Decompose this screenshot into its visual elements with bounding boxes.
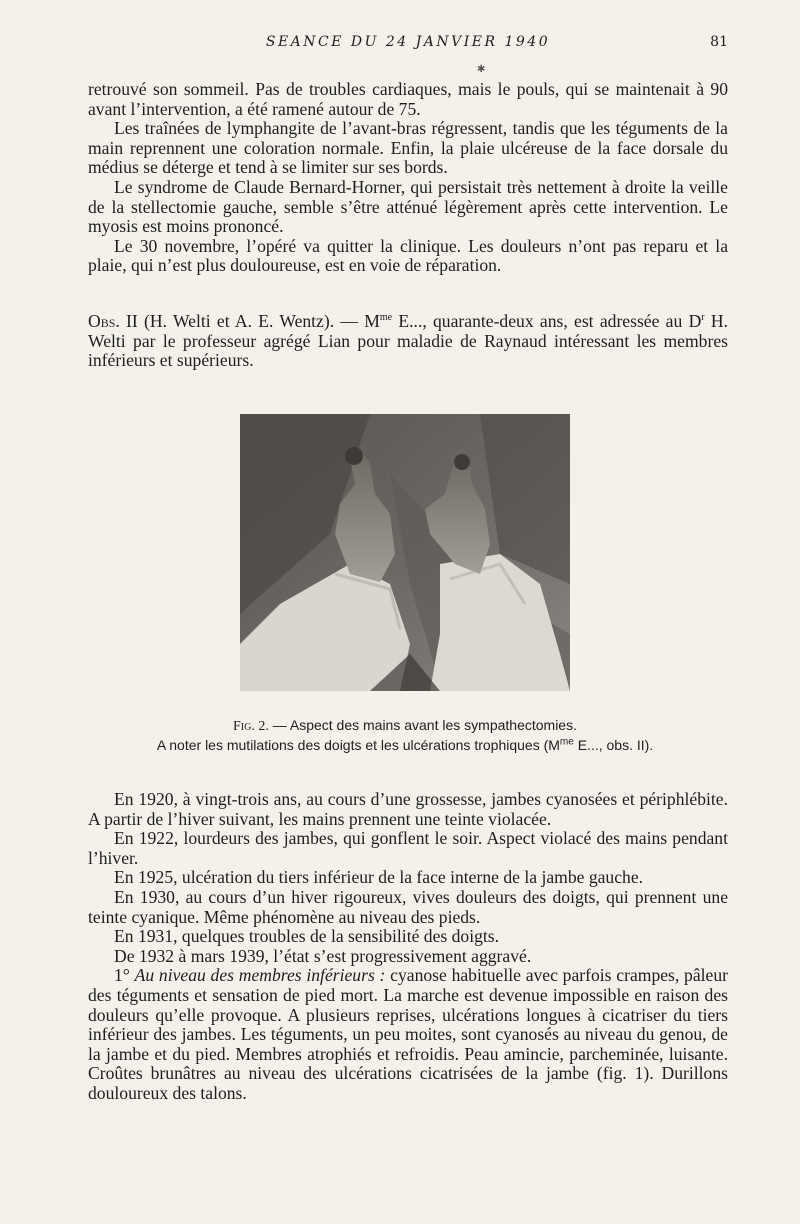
paragraph: En 1922, lourdeurs des jambes, qui gonflent le soir. Aspect violacé des mains pendant l’hiver. <box>88 828 728 868</box>
paragraph: Le 30 novembre, l’opéré va quitter la clinique. Les douleurs n’ont pas reparu et la plaie, qui n’est plus douloureuse, est en voie de réparation. <box>88 235 728 276</box>
paragraph: Les traînées de lymphangite de l’avant-bras régressent, tandis que les téguments de la main reprennent une coloration normale. Enfin, la plaie ulcéreuse de la face dorsale du médius se déterge et tend à se limiter sur ses bords. <box>88 118 728 178</box>
running-head: SEANCE DU 24 JANVIER 1940 <box>265 34 551 50</box>
text-block-history <box>88 790 728 1104</box>
paragraph: En 1930, au cours d’un hiver rigoureux, vives douleurs des doigts, qui prennent une teinte cyanique. Même phénomène au niveau des pieds. <box>88 886 728 927</box>
text-block-continuation <box>88 80 728 276</box>
paragraph: 1° Au niveau des membres inférieurs : cyanose habituelle avec parfois crampes, pâleur des téguments et sensation de pied mort. La marche est devenue impossible en raison des douleurs qu’elle provoque. A plusieurs reprises, ulcérations longues à cicatriser du tiers inférieur des jambes. Les téguments, un peu moites, sont cyanosés au niveau du genou, de la jambe et du pied. Membres atrophiés et refroidis. Peau amincie, parcheminée, luisante. Croûtes brunâtres au niveau des ulcérations cicatrisées de la jambe (fig. 1). Durillons douloureux des talons. <box>88 965 728 1103</box>
caption-line-1: Fig. 2. — Aspect des mains avant les sympathectomies. <box>233 717 577 734</box>
figure-label: Fig. 2. <box>233 719 269 734</box>
paragraph: Obs. II (H. Welti et A. E. Wentz). — $M^{me}$ E..., quarante-deux ans, est adressée au $D^r$ H. Welti par le professeur agrégé Lian pour maladie de Raynaud intéressant les membres inférieurs et supérieurs. <box>88 311 728 371</box>
obs-label: Obs. II <box>88 311 138 331</box>
figure-caption <box>60 716 750 755</box>
paragraph: Le syndrome de Claude Bernard-Horner, qui persistait très nettement à droite la veille de la stellectomie gauche, semble s’être atténué légèrement après cette intervention. Le myosis est moins prononcé. <box>88 176 728 237</box>
paragraph: En 1920, à vingt-trois ans, au cours d’une grossesse, jambes cyanosées et périphlébite. A partir de l’hiver suivant, les mains prennent une teinte violacée. <box>88 789 728 829</box>
paragraph: retrouvé son sommeil. Pas de troubles cardiaques, mais le pouls, qui se maintenait à 90 avant l’intervention, a été ramené autour de 75. <box>88 79 728 119</box>
caption-line-2: A noter les mutilations des doigts et les ulcérations trophiques ($M^{me}$ E..., obs. II). <box>156 736 654 753</box>
page-header <box>88 34 728 56</box>
paragraph: En 1931, quelques troubles de la sensibilité des doigts. <box>114 926 500 947</box>
page-number: 81 <box>710 34 728 50</box>
observation-intro <box>88 312 728 371</box>
ornament-mark: ✱ <box>477 64 486 75</box>
paragraph: De 1932 à mars 1939, l’état s’est progressivement aggravé. <box>114 945 532 966</box>
paragraph: En 1925, ulcération du tiers inférieur de la face interne de la jambe gauche. <box>114 867 644 888</box>
figure-photo-hands <box>240 414 570 691</box>
hands-photo-icon <box>240 414 570 691</box>
